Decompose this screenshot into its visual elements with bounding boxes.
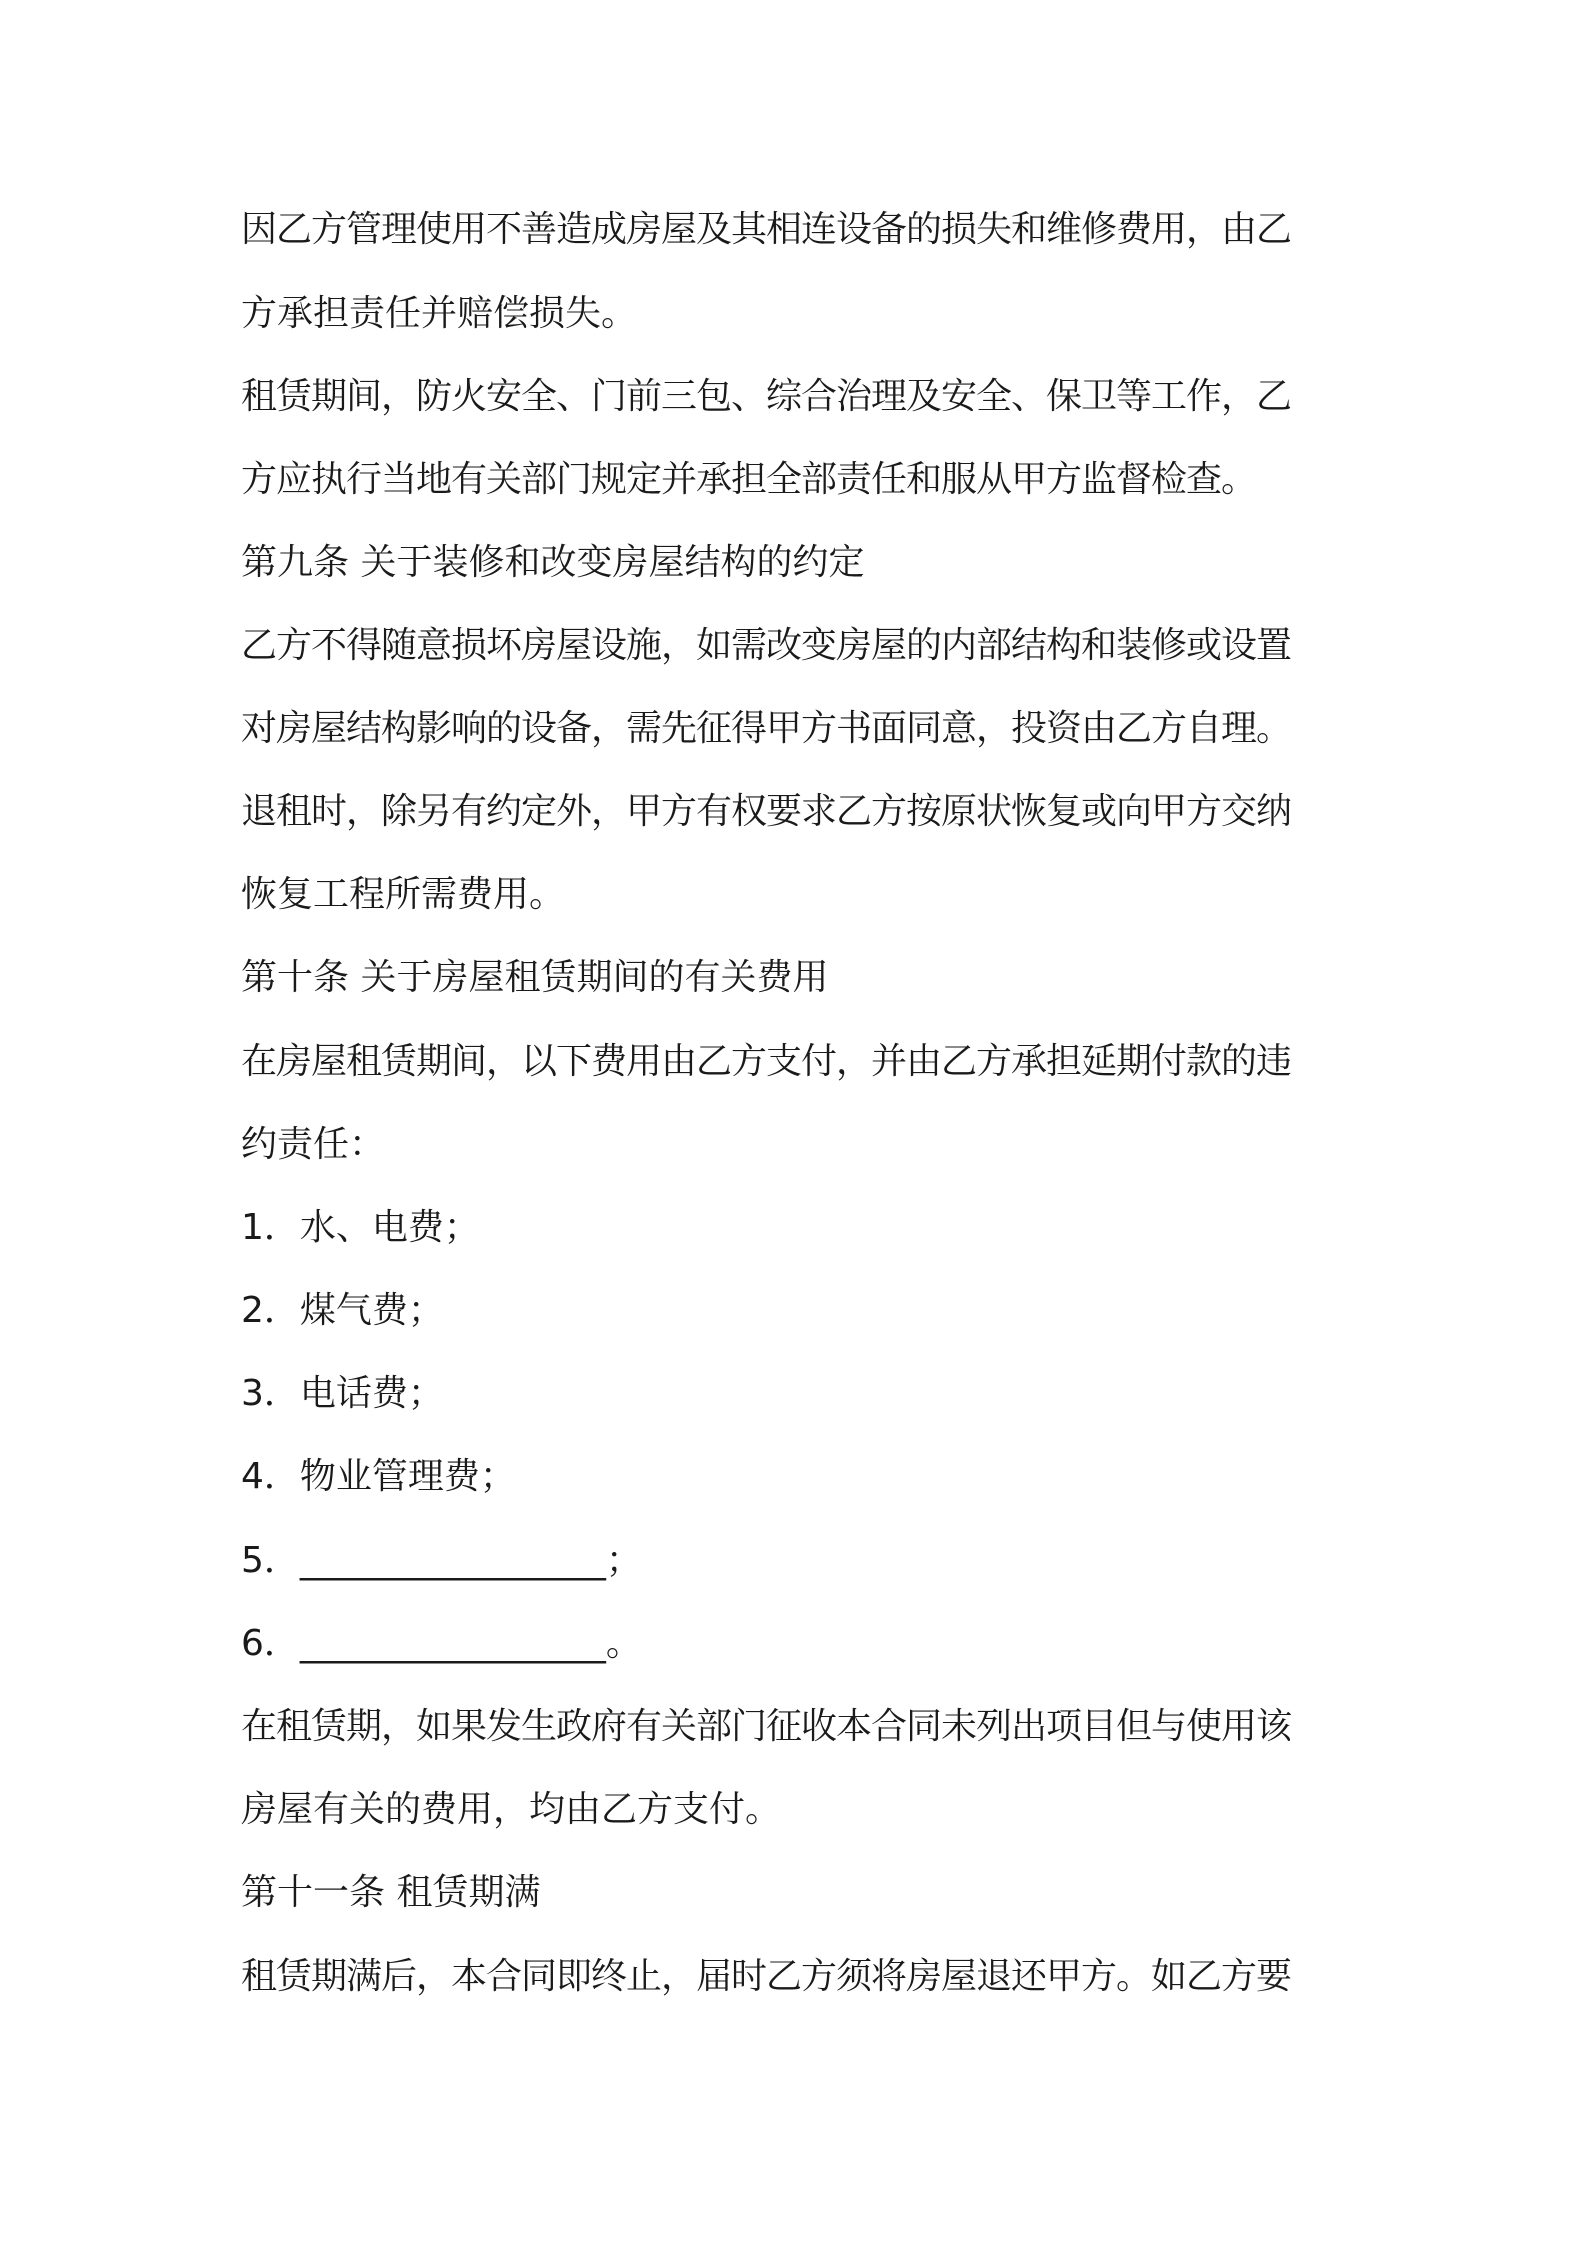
paragraph-line: 在租赁期，如果发生政府有关部门征收本合同未列出项目但与使用该 [241,1706,1292,1747]
paragraph-line: 在房屋租赁期间，以下费用由乙方支付，并由乙方承担延期付款的违 [241,1041,1292,1082]
paragraph-line: 退租时，除另有约定外，甲方有权要求乙方按原状恢复或向甲方交纳 [241,791,1292,832]
paragraph-line: 恢复工程所需费用。 [241,874,566,915]
list-item-blank: 6．_________________。 [241,1623,642,1664]
list-item: 2．煤气费； [241,1290,444,1331]
list-item: 3．电话费； [241,1373,444,1414]
section-heading: 第九条 关于装修和改变房屋结构的约定 [241,542,865,583]
paragraph-line: 租赁期满后，本合同即终止，届时乙方须将房屋退还甲方。如乙方要 [241,1956,1292,1997]
paragraph-line: 房屋有关的费用，均由乙方支付。 [241,1789,782,1830]
paragraph-line: 乙方不得随意损坏房屋设施，如需改变房屋的内部结构和装修或设置 [241,625,1292,666]
list-item-blank: 5．_________________； [241,1540,642,1581]
paragraph-line: 对房屋结构影响的设备，需先征得甲方书面同意，投资由乙方自理。 [241,708,1292,749]
paragraph-line: 因乙方管理使用不善造成房屋及其相连设备的损失和维修费用，由乙 [241,209,1292,250]
section-heading: 第十一条 租赁期满 [241,1872,541,1913]
section-heading: 第十条 关于房屋租赁期间的有关费用 [241,957,829,998]
paragraph-line: 租赁期间，防火安全、门前三包、综合治理及安全、保卫等工作，乙 [241,376,1292,417]
list-item: 4．物业管理费； [241,1456,516,1497]
list-item: 1．水、电费； [241,1207,480,1248]
paragraph-line: 约责任： [241,1124,386,1165]
paragraph-line: 方承担责任并赔偿损失。 [241,293,638,334]
paragraph-line: 方应执行当地有关部门规定并承担全部责任和服从甲方监督检查。 [241,459,1257,500]
